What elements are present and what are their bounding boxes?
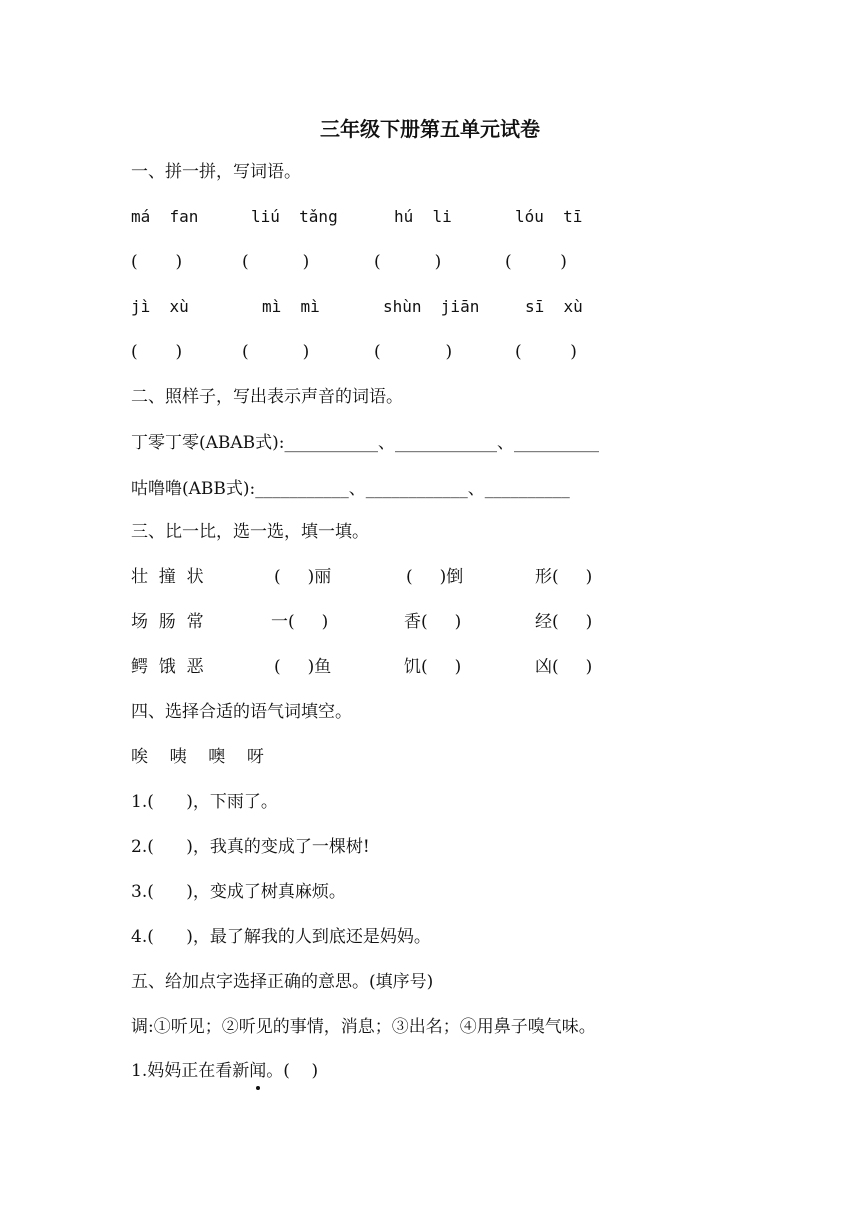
pinyin-item: shùn jiān: [383, 297, 480, 316]
dotted-character: 闻: [249, 1056, 266, 1086]
answer-blank[interactable]: ( ): [131, 252, 183, 272]
answer-blank[interactable]: ( ): [242, 342, 310, 362]
question-item[interactable]: [131, 1056, 318, 1086]
question-item[interactable]: 2.( )，我真的变成了一棵树!: [131, 837, 370, 857]
answer-blank[interactable]: 。( ): [266, 1061, 319, 1081]
answer-blank[interactable]: ( ): [505, 252, 567, 272]
pinyin-item: hú li: [394, 207, 452, 226]
question-text: 1.妈妈正在看新: [131, 1061, 250, 1081]
fill-blank[interactable]: ( )鱼: [274, 657, 332, 677]
answer-blank[interactable]: ( ): [131, 342, 183, 362]
pinyin-item: má fan: [131, 207, 199, 226]
sound-word-line[interactable]: 咕噜噜(ABB式):___________、____________、__________: [131, 479, 570, 499]
pinyin-item: jì xù: [131, 297, 189, 316]
section-4-heading: 四、选择合适的语气词填空。: [131, 702, 352, 722]
page-title: 三年级下册第五单元试卷: [320, 117, 540, 141]
answer-blank[interactable]: ( ): [374, 342, 453, 362]
fill-blank[interactable]: 形( ): [535, 567, 593, 587]
fill-blank[interactable]: ( )丽: [274, 567, 332, 587]
section-3-heading: 三、比一比，选一选，填一填。: [131, 522, 369, 542]
pinyin-item: mì mì: [262, 297, 320, 316]
pinyin-item: liú tǎng: [251, 207, 338, 226]
fill-blank[interactable]: 经( ): [535, 612, 593, 632]
answer-blank[interactable]: ( ): [242, 252, 310, 272]
fill-blank[interactable]: ( )倒: [406, 567, 464, 587]
fill-blank[interactable]: 凶( ): [535, 657, 593, 677]
answer-blank[interactable]: ( ): [374, 252, 442, 272]
question-item[interactable]: 4.( )，最了解我的人到底还是妈妈。: [131, 927, 431, 947]
char-group: 鳄 饿 恶: [131, 657, 204, 677]
question-item[interactable]: 3.( )，变成了树真麻烦。: [131, 882, 346, 902]
pinyin-item: sī xù: [525, 297, 583, 316]
section-5-heading: 五、给加点字选择正确的意思。(填序号): [131, 972, 434, 992]
question-item[interactable]: 1.( )，下雨了。: [131, 792, 278, 812]
char-group: 场 肠 常: [131, 612, 204, 632]
section-2-heading: 二、照样子，写出表示声音的词语。: [131, 387, 403, 407]
fill-blank[interactable]: 饥( ): [404, 657, 462, 677]
fill-blank[interactable]: 香( ): [404, 612, 462, 632]
section-1-heading: 一、拼一拼，写词语。: [131, 162, 301, 182]
char-group: 壮 撞 状: [131, 567, 204, 587]
particle-word-bank: 唉 咦 噢 呀: [131, 747, 264, 767]
pinyin-item: lóu tī: [515, 207, 583, 226]
answer-blank[interactable]: ( ): [515, 342, 577, 362]
sound-word-line[interactable]: 丁零丁零(ABAB式):___________、____________、__________: [131, 433, 600, 453]
fill-blank[interactable]: 一( ): [271, 612, 329, 632]
definition-list: 调:①听见；②听见的事情，消息；③出名；④用鼻子嗅气味。: [131, 1017, 596, 1037]
